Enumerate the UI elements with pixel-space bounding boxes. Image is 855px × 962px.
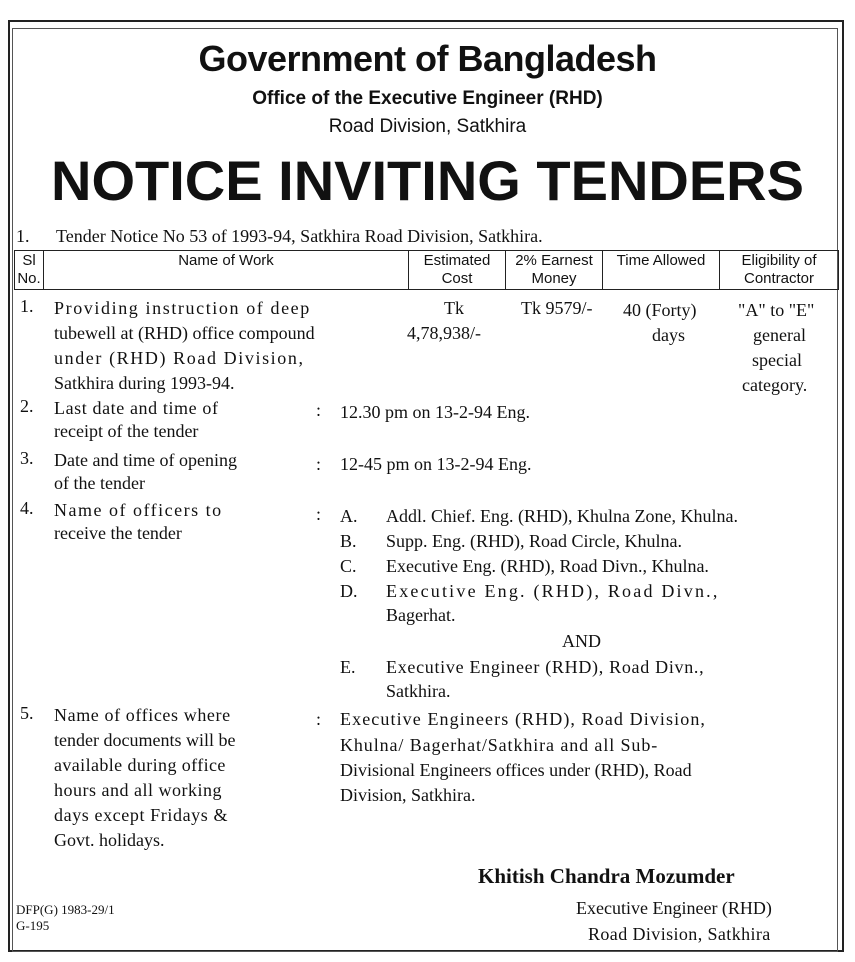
office-heading: Office of the Executive Engineer (RHD) — [252, 88, 603, 109]
row5-value-line: Khulna/ Bagerhat/Satkhira and all Sub- — [340, 735, 659, 755]
row2-colon: : — [316, 400, 322, 420]
row2-value: 12.30 pm on 13-2-94 Eng. — [340, 402, 530, 422]
row4-colon: : — [316, 504, 322, 524]
row4-label-line: receive the tender — [54, 523, 182, 543]
government-heading: Government of Bangladesh — [198, 38, 657, 79]
signatory-title: Executive Engineer (RHD) — [576, 898, 772, 918]
col-estimated-cost: Estimated Cost — [409, 251, 506, 290]
row1-eligibility-line: category. — [742, 375, 808, 395]
officer-letter: B. — [340, 531, 357, 551]
row4-number: 4. — [20, 498, 34, 518]
officer-letter: D. — [340, 581, 358, 601]
row2-label-line: receipt of the tender — [54, 421, 199, 441]
officer-line: Executive Engineer (RHD), Road Divn., — [386, 657, 705, 677]
row5-colon: : — [316, 709, 322, 729]
officer-line: Executive Eng. (RHD), Road Divn., Khulna. — [386, 556, 709, 576]
row2-label-line: Last date and time of — [54, 398, 219, 418]
officers-and: AND — [562, 631, 601, 651]
officer-line: Executive Eng. (RHD), Road Divn., — [386, 581, 720, 601]
row3-value: 12-45 pm on 13-2-94 Eng. — [340, 454, 532, 474]
row5-label-line: days except Fridays & — [54, 805, 229, 825]
footer-code: G-195 — [16, 918, 50, 933]
row5-value-line: Division, Satkhira. — [340, 785, 476, 805]
row3-number: 3. — [20, 448, 34, 468]
officer-line: Supp. Eng. (RHD), Road Circle, Khulna. — [386, 531, 682, 551]
tender-table-header — [14, 250, 839, 290]
officer-line: Bagerhat. — [386, 605, 456, 625]
row1-eligibility-line: "A" to "E" — [738, 300, 815, 320]
officer-letter: A. — [340, 506, 358, 526]
row1-work-line: under (RHD) Road Division, — [54, 348, 305, 368]
officer-line: Satkhira. — [386, 681, 451, 701]
officer-line: Addl. Chief. Eng. (RHD), Khulna Zone, Khulna. — [386, 506, 738, 526]
notice-text: Tender Notice No 53 of 1993-94, Satkhira Road Division, Satkhira. — [56, 226, 543, 246]
row1-work-line: tubewell at (RHD) office compound — [54, 323, 315, 343]
footer-code: DFP(G) 1983-29/1 — [16, 902, 115, 917]
row5-label-line: hours and all working — [54, 780, 222, 800]
col-time-allowed: Time Allowed — [603, 251, 720, 290]
division-heading: Road Division, Satkhira — [328, 116, 527, 137]
row5-label-line: Govt. holidays. — [54, 830, 165, 850]
col-eligibility: Eligibility of Contractor — [720, 251, 839, 290]
row1-time-line: 40 (Forty) — [623, 300, 697, 320]
row1-earnest: Tk 9579/- — [521, 298, 593, 318]
row1-cost-line: 4,78,938/- — [407, 323, 481, 343]
row5-label-line: tender documents will be — [54, 730, 236, 750]
signatory-division: Road Division, Satkhira — [588, 924, 771, 944]
row4-label-line: Name of officers to — [54, 500, 223, 520]
row5-label-line: Name of offices where — [54, 705, 231, 725]
row3-colon: : — [316, 454, 322, 474]
row1-work-line: Satkhira during 1993-94. — [54, 373, 235, 393]
notice-number: 1. — [16, 226, 30, 246]
row5-value-line: Executive Engineers (RHD), Road Division, — [340, 709, 707, 729]
row3-label-line: of the tender — [54, 473, 145, 493]
row1-number: 1. — [20, 296, 34, 316]
signatory-name: Khitish Chandra Mozumder — [478, 864, 735, 888]
officer-letter: C. — [340, 556, 357, 576]
row5-value-line: Divisional Engineers offices under (RHD), Road — [340, 760, 692, 780]
row2-number: 2. — [20, 396, 34, 416]
row1-eligibility-line: general — [753, 325, 806, 345]
col-sl: Sl No. — [15, 251, 44, 290]
row1-work-line: Providing instruction of deep — [54, 298, 311, 318]
col-name-of-work: Name of Work — [44, 251, 409, 290]
col-earnest-money: 2% Earnest Money — [506, 251, 603, 290]
row1-cost-line: Tk — [444, 298, 464, 318]
row3-label-line: Date and time of opening — [54, 450, 237, 470]
row1-time-line: days — [652, 325, 685, 345]
officer-letter: E. — [340, 657, 356, 677]
row5-number: 5. — [20, 703, 34, 723]
row1-eligibility-line: special — [752, 350, 802, 370]
notice-title: NOTICE INVITING TENDERS — [51, 149, 804, 212]
row5-label-line: available during office — [54, 755, 226, 775]
